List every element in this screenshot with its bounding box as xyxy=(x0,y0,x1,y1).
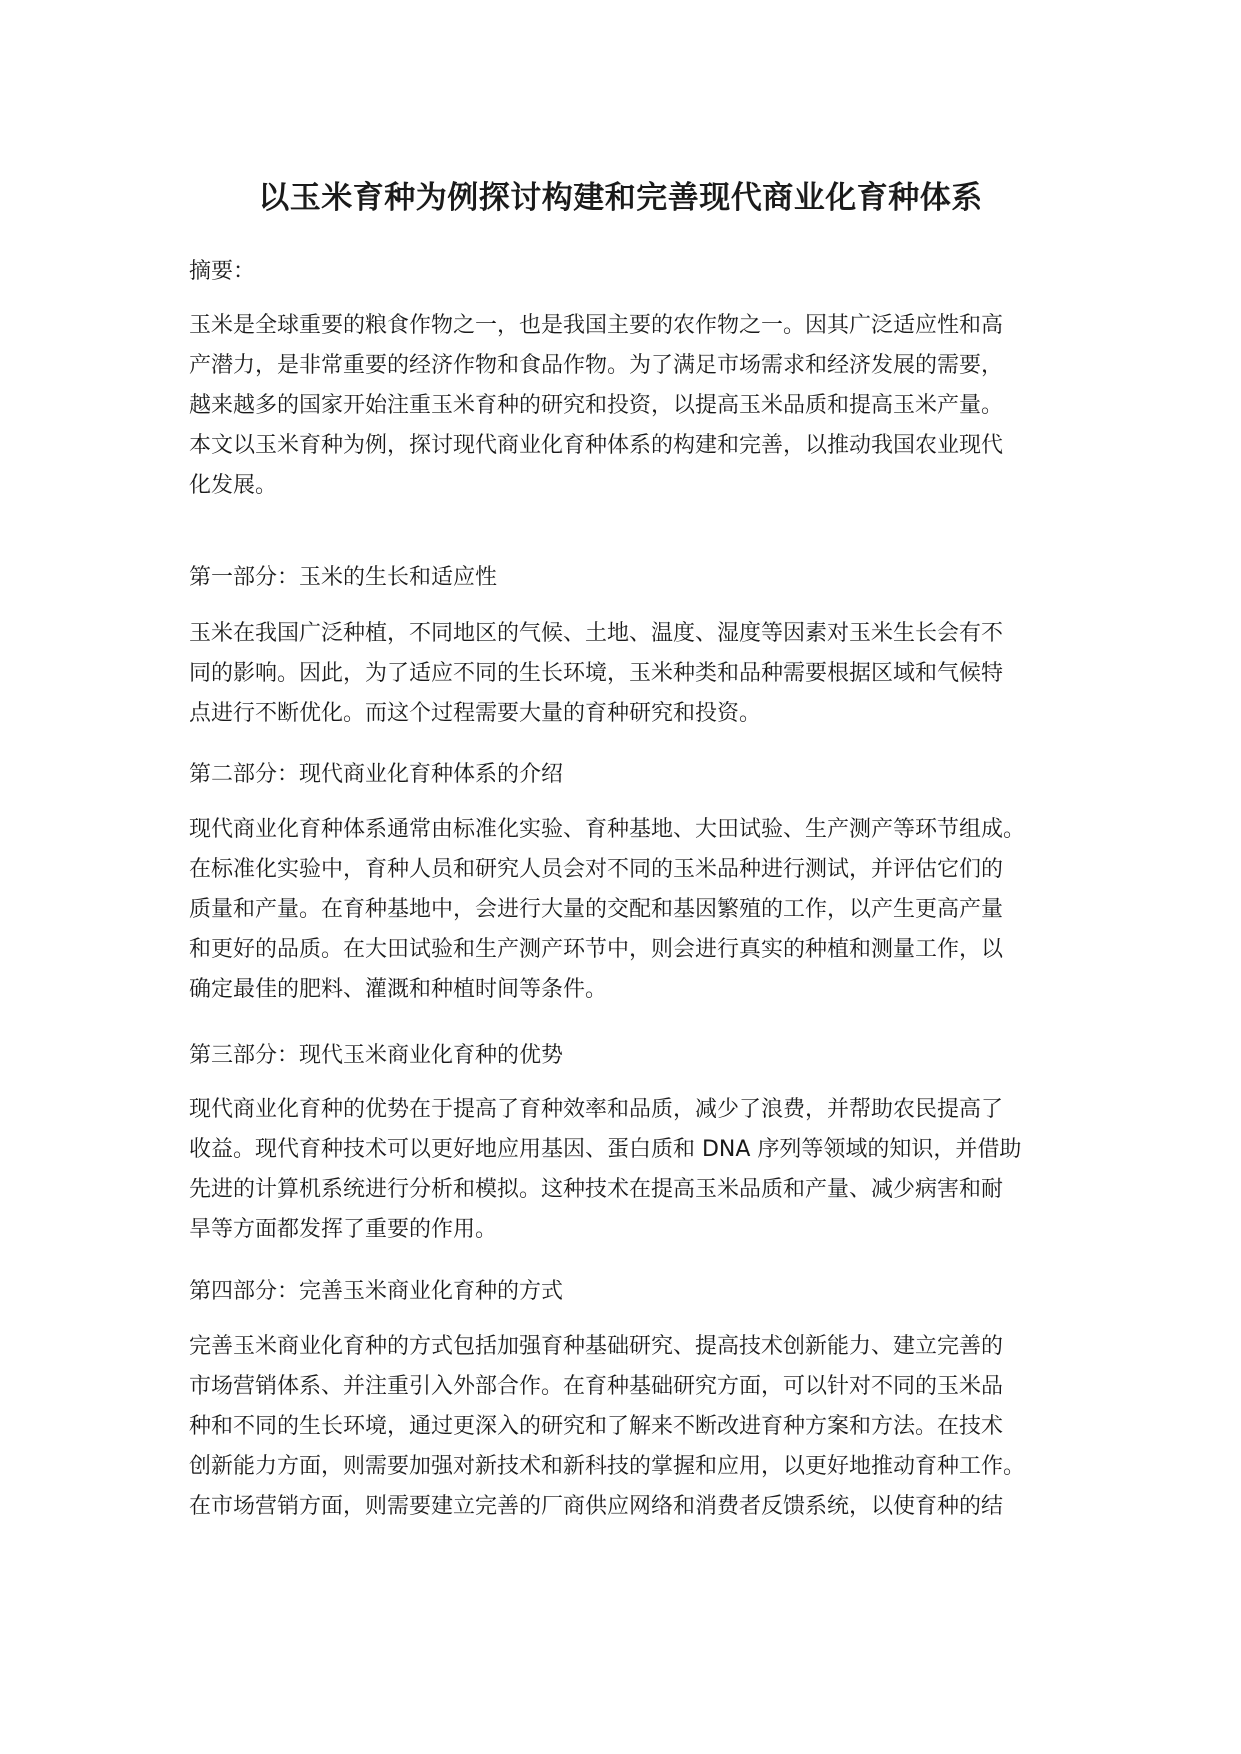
section4-line: 在市场营销方面，则需要建立完善的厂商供应网络和消费者反馈系统，以使育种的结 xyxy=(189,1494,1004,1519)
section3-line: 收益。现代育种技术可以更好地应用基因、蛋白质和 DNA 序列等领域的知识，并借助 xyxy=(189,1137,1022,1162)
section4-heading: 第四部分：完善玉米商业化育种的方式 xyxy=(189,1279,564,1304)
section2-heading: 第二部分：现代商业化育种体系的介绍 xyxy=(189,762,564,787)
abstract-paragraph xyxy=(189,306,1069,506)
section2-line: 和更好的品质。在大田试验和生产测产环节中，则会进行真实的种植和测量工作，以 xyxy=(189,937,1004,962)
section2-line: 现代商业化育种体系通常由标准化实验、育种基地、大田试验、生产测产等环节组成。 xyxy=(189,817,1026,842)
abstract-label: 摘要： xyxy=(189,259,256,284)
section2-paragraph xyxy=(189,810,1069,1010)
abstract-line: 本文以玉米育种为例，探讨现代商业化育种体系的构建和完善，以推动我国农业现代 xyxy=(189,433,1004,458)
section4-line: 市场营销体系、并注重引入外部合作。在育种基础研究方面，可以针对不同的玉米品 xyxy=(189,1374,1004,1399)
section3-heading: 第三部分：现代玉米商业化育种的优势 xyxy=(189,1043,564,1068)
section3-paragraph xyxy=(189,1090,1069,1250)
section1-heading: 第一部分：玉米的生长和适应性 xyxy=(189,565,498,590)
section3-line: 现代商业化育种的优势在于提高了育种效率和品质，减少了浪费，并帮助农民提高了 xyxy=(189,1097,1004,1122)
abstract-line: 玉米是全球重要的粮食作物之一，也是我国主要的农作物之一。因其广泛适应性和高 xyxy=(189,313,1004,338)
abstract-line: 越来越多的国家开始注重玉米育种的研究和投资，以提高玉米品质和提高玉米产量。 xyxy=(189,393,1004,418)
section2-line: 确定最佳的肥料、灌溉和种植时间等条件。 xyxy=(189,977,608,1002)
section4-line: 完善玉米商业化育种的方式包括加强育种基础研究、提高技术创新能力、建立完善的 xyxy=(189,1334,1004,1359)
section3-line: 先进的计算机系统进行分析和模拟。这种技术在提高玉米品质和产量、减少病害和耐 xyxy=(189,1177,1004,1202)
section2-line: 质量和产量。在育种基地中，会进行大量的交配和基因繁殖的工作，以产生更高产量 xyxy=(189,897,1004,922)
section1-paragraph xyxy=(189,614,1069,734)
section3-line: 旱等方面都发挥了重要的作用。 xyxy=(189,1217,498,1242)
section1-line: 同的影响。因此，为了适应不同的生长环境，玉米种类和品种需要根据区域和气候特 xyxy=(189,661,1004,686)
section1-line: 玉米在我国广泛种植，不同地区的气候、土地、温度、湿度等因素对玉米生长会有不 xyxy=(189,621,1004,646)
section4-paragraph xyxy=(189,1327,1069,1527)
section2-line: 在标准化实验中，育种人员和研究人员会对不同的玉米品种进行测试，并评估它们的 xyxy=(189,857,1004,882)
document-title: 以玉米育种为例探讨构建和完善现代商业化育种体系 xyxy=(258,180,983,216)
section4-line: 种和不同的生长环境，通过更深入的研究和了解来不断改进育种方案和方法。在技术 xyxy=(189,1414,1004,1439)
section4-line: 创新能力方面，则需要加强对新技术和新科技的掌握和应用，以更好地推动育种工作。 xyxy=(189,1454,1026,1479)
abstract-line: 产潜力，是非常重要的经济作物和食品作物。为了满足市场需求和经济发展的需要， xyxy=(189,353,1004,378)
section1-line: 点进行不断优化。而这个过程需要大量的育种研究和投资。 xyxy=(189,701,762,726)
abstract-line: 化发展。 xyxy=(189,473,278,498)
